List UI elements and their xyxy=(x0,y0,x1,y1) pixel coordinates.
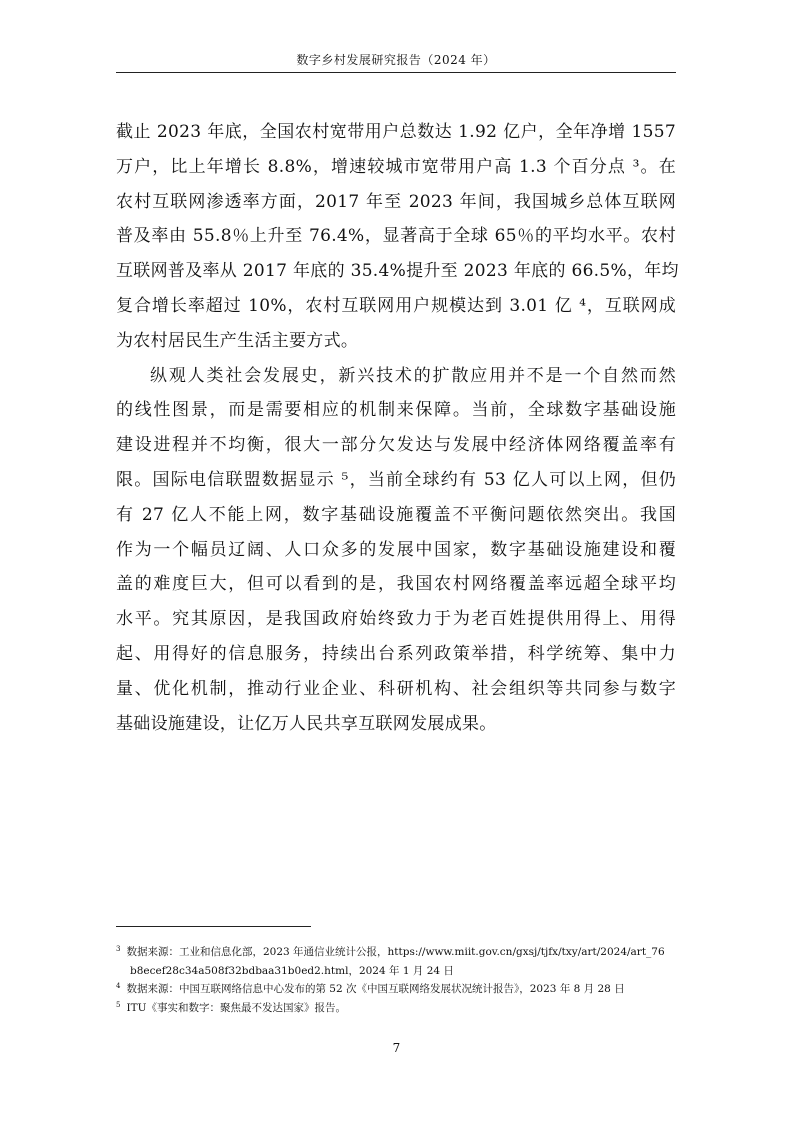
footnote-text: ITU《事实和数字：聚焦最不发达国家》报告。 xyxy=(126,1001,346,1014)
paragraph-line: 基础设施建设，让亿万人民共享互联网发展成果。 xyxy=(116,713,497,734)
paragraph-line: 限。国际电信联盟数据显示 ⁵，当前全球约有 53 亿人可以上网，但仍 xyxy=(116,469,676,490)
paragraph-line: 有 27 亿人不能上网，数字基础设施覆盖不平衡问题依然突出。我国 xyxy=(116,504,676,525)
footnote-text: 数据来源：中国互联网络信息中心发布的第 52 次《中国互联网络发展状况统计报告》，2023 年 8 月 28 日 xyxy=(126,983,625,995)
paragraph-line: 量、优化机制，推动行业企业、科研机构、社会组织等共同参与数字 xyxy=(116,678,676,699)
paragraph-line: 纵观人类社会发展史，新兴技术的扩散应用并不是一个自然而然 xyxy=(150,365,676,386)
paragraph-line: 作为一个幅员辽阔、人口众多的发展中国家，数字基础设施建设和覆 xyxy=(116,539,676,560)
page-number: 7 xyxy=(392,1041,401,1055)
footnote-text: 数据来源：工业和信息化部，2023 年通信业统计公报，https://www.miit.gov.cn/gxsj/tjfx/txy/art/2024/art_76 xyxy=(126,946,665,958)
paragraph-line: 盖的难度巨大，但可以看到的是，我国农村网络覆盖率远超全球平均 xyxy=(116,574,676,595)
paragraph-line: 复合增长率超过 10%，农村互联网用户规模达到 3.01 亿 ⁴，互联网成 xyxy=(116,295,676,316)
paragraph-2 xyxy=(116,359,676,742)
footnote-3-continuation: b8ecef28c34a508f32bdbaa31b0ed2.html，2024 年 1 月 24 日 xyxy=(130,964,454,977)
main-body xyxy=(116,115,679,741)
paragraph-line: 万户，比上年增长 8.8%，增速较城市宽带用户高 1.3 个百分点 ³。在 xyxy=(116,156,676,177)
footnote-mark: 3 xyxy=(116,945,121,953)
paragraph-line: 的线性图景，而是需要相应的机制来保障。当前，全球数字基础设施 xyxy=(116,400,676,421)
footnote-4 xyxy=(116,980,681,999)
footnote-mark: 4 xyxy=(116,982,121,990)
footnote-5 xyxy=(116,999,681,1018)
footnote-3 xyxy=(116,943,681,962)
paragraph-line: 普及率由 55.8％上升至 76.4%，显著高于全球 65％的平均水平。农村 xyxy=(116,226,676,247)
header-divider xyxy=(116,72,676,73)
paragraph-line: 水平。究其原因，是我国政府始终致力于为老百姓提供用得上、用得 xyxy=(116,609,676,630)
paragraph-line: 截止 2023 年底，全国农村宽带用户总数达 1.92 亿户，全年净增 1557 xyxy=(116,122,676,142)
running-header: 数字乡村发展研究报告（2024 年） xyxy=(296,53,496,67)
footnote-mark: 5 xyxy=(116,1000,121,1009)
paragraph-line: 建设进程并不均衡，很大一部分欠发达与发展中经济体网络覆盖率有 xyxy=(116,435,676,456)
footnotes xyxy=(116,943,681,1017)
footnote-divider xyxy=(116,926,311,927)
paragraph-line: 农村互联网渗透率方面，2017 年至 2023 年间，我国城乡总体互联网 xyxy=(116,191,676,212)
paragraph-line: 起、用得好的信息服务，持续出台系列政策举措，科学统筹、集中力 xyxy=(116,643,676,664)
paragraph-1 xyxy=(116,115,679,359)
paragraph-line: 互联网普及率从 2017 年底的 35.4%提升至 2023 年底的 66.5%，年均 xyxy=(116,261,679,282)
paragraph-line: 为农村居民生产生活主要方式。 xyxy=(116,330,359,351)
